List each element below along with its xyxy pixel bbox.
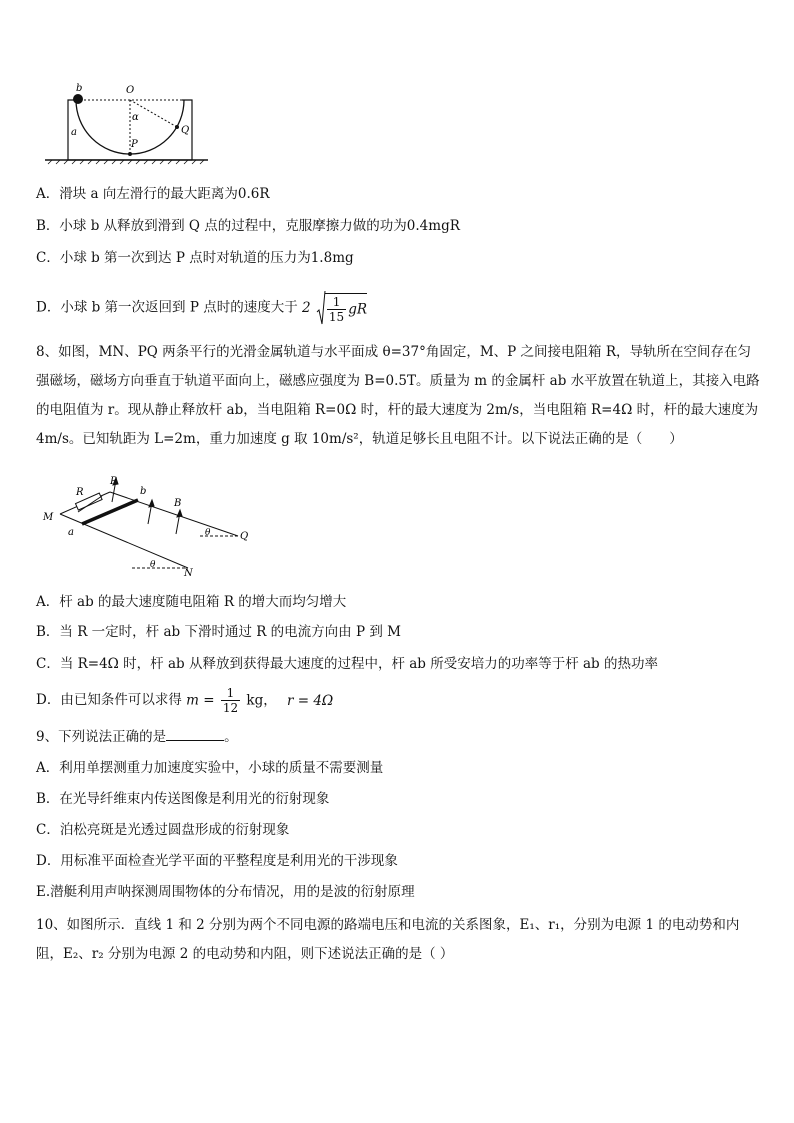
q8-option-d-unit: kg， — [246, 692, 277, 709]
q8-option-b: B．当 R 一定时，杆 ab 下滑时通过 R 的电流方向由 P 到 M — [36, 624, 401, 640]
q7-option-b: B．小球 b 从释放到滑到 Q 点的过程中，克服摩擦力做的功为0.4mgR — [36, 218, 460, 234]
q9-option-c: C．泊松亮斑是光透过圆盘形成的衍射现象 — [36, 822, 290, 838]
label-a: a — [68, 527, 74, 538]
label-Q: Q — [181, 125, 190, 136]
label-R: R — [76, 487, 84, 498]
label-P: P — [131, 139, 138, 150]
rail-MN — [60, 514, 188, 568]
q8-option-d — [36, 686, 333, 715]
label-Q: Q — [240, 531, 249, 542]
q9-option-b: B．在光导纤维束内传送图像是利用光的衍射现象 — [36, 791, 330, 807]
figure-semicircle-track — [40, 80, 215, 172]
q8-option-c: C．当 R=4Ω 时，杆 ab 从释放到获得最大速度的过程中，杆 ab 所受安培力的功率等于杆 ab 的热功率 — [36, 656, 658, 672]
q8-option-d-r: r = 4Ω — [287, 692, 334, 709]
label-B: B — [174, 498, 182, 509]
q7-option-d-fraction: $\frac{1}{15}$ — [328, 294, 345, 324]
q7-option-d-gr: gR — [348, 301, 367, 317]
q10-stem: 10、如图所示．直线 1 和 2 分别为两个不同电源的路端电压和电流的关系图象，E₁、r₁，分别为电源 1 的电动势和内阻，E₂、r₂ 分别为电源 2 的电动势和内阻，则下述说法正确的是（ ） — [36, 917, 740, 962]
q9-stem: 9、下列说法正确的是 。 — [36, 726, 238, 747]
q7-option-d-text: D．小球 b 第一次返回到 P 点时的速度大于 — [36, 299, 298, 316]
answer-blank — [166, 726, 224, 741]
q7-option-d-coef: 2 — [302, 300, 311, 316]
q7-option-d — [36, 290, 367, 326]
q9-option-e: E.潜艇利用声呐探测周围物体的分布情况，用的是波的衍射原理 — [36, 884, 415, 900]
q7-option-a: A．滑块 a 向左滑行的最大距离为0.6R — [36, 186, 270, 202]
label-alpha: α — [132, 112, 139, 123]
label-b: b — [76, 83, 83, 94]
label-P: P — [110, 476, 117, 487]
point-Q — [175, 125, 179, 129]
figure-inclined-rails — [40, 472, 265, 580]
ball-b — [73, 94, 83, 104]
q7-option-c: C．小球 b 第一次到达 P 点时对轨道的压力为1.8mg — [36, 250, 354, 266]
q9-option-a: A．利用单摆测重力加速度实验中，小球的质量不需要测量 — [36, 760, 384, 776]
label-theta-Q: θ — [205, 528, 211, 538]
label-O: O — [126, 85, 135, 96]
q8-stem: 8、如图，MN、PQ 两条平行的光滑金属轨道与水平面成 θ=37°角固定，M、P 之间接电阻箱 R，导轨所在空间存在匀强磁场，磁场方向垂直于轨道平面向上，磁感应强度为 B=0.5T。质量为 m 的金属杆 ab 水平放置在轨道上，其接入电路的电阻值为 r。现从静止释放杆 ab，当电阻箱 R=0Ω 时，杆的最大速度为 2m/s，当电阻箱 R=4Ω 时，杆的最大速度为 4m/s。已知轨距为 L=2m，重力加速度 g 取 10m/s²，轨道足够长且电阻不计。以下说法正确的是（ ） — [36, 344, 760, 447]
q9-option-d: D．用标准平面检查光学平面的平整程度是利用光的干涉现象 — [36, 853, 398, 869]
label-b: b — [140, 486, 147, 497]
point-P — [128, 152, 132, 156]
q8-option-d-text: D．由已知条件可以求得 — [36, 692, 182, 708]
q8-option-a: A．杆 ab 的最大速度随电阻箱 R 的增大而均匀增大 — [36, 594, 347, 610]
q8-option-d-m: m = — [186, 692, 215, 709]
label-a: a — [71, 127, 77, 138]
label-theta-N: θ — [150, 560, 156, 570]
label-M: M — [43, 512, 54, 523]
label-N: N — [184, 568, 193, 579]
q8-option-d-fraction: $\frac{1}{12}$ — [222, 686, 239, 715]
